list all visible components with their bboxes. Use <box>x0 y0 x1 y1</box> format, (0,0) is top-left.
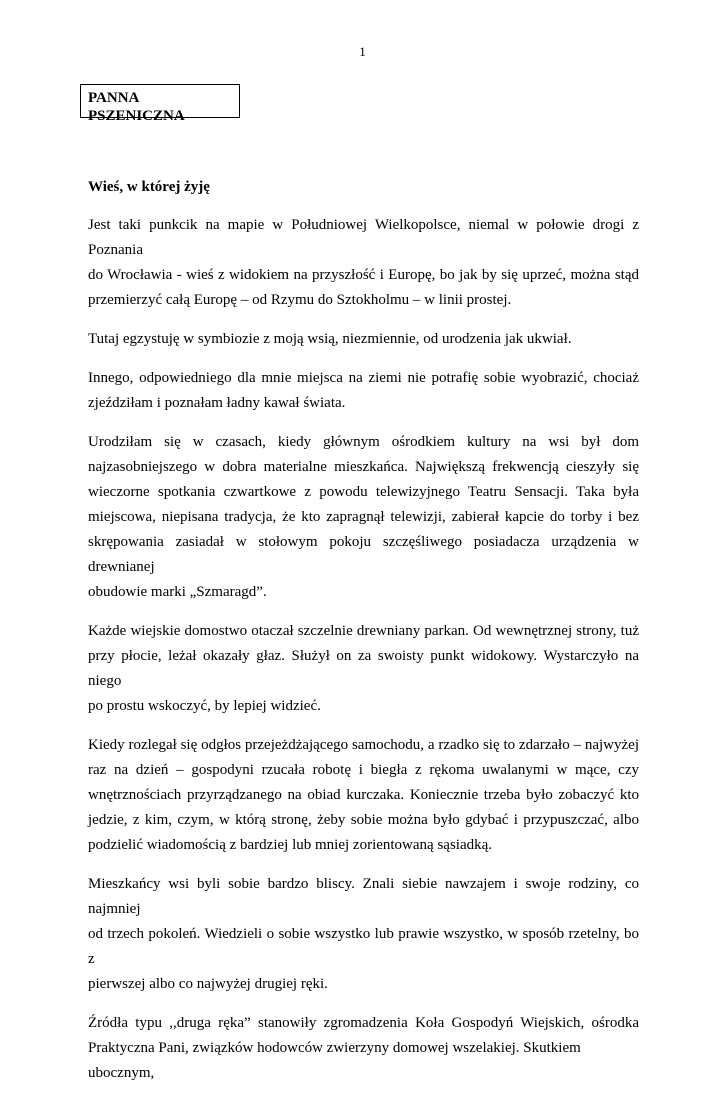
paragraph-line: Mieszkańcy wsi byli sobie bardzo bliscy. Znali siebie nawzajem i swoje rodziny, co najmniej <box>88 876 639 917</box>
paragraph-line: Kiedy rozlegał się odgłos przejeżdżającego samochodu, a rzadko się to zdarzało – najwyżej <box>88 737 639 753</box>
paragraph-line: najzasobniejszego w dobra materialne mieszkańca. Największą frekwencją cieszyły się <box>88 459 639 475</box>
paragraph-line: od trzech pokoleń. Wiedzieli o sobie wszystko lub prawie wszystko, w sposób rzetelny, bo z <box>88 926 639 967</box>
paragraph-line: podzielić wiadomością z bardziej lub mniej zorientowaną sąsiadką. <box>88 837 493 853</box>
paragraph-line: raz na dzień – gospodyni rzucała robotę i biegła z rękoma uwalanymi w mące, czy <box>88 762 639 778</box>
page-number: 1 <box>359 44 366 59</box>
paragraph-line: pierwszej albo co najwyżej drugiej ręki. <box>88 976 328 992</box>
paragraph <box>88 619 639 719</box>
document-body <box>88 213 639 1100</box>
paragraph <box>88 213 639 313</box>
paragraph-line: miejscowa, niepisana tradycja, że kto zapragnął telewizji, zabierał kapcie do torby i bez <box>88 509 639 525</box>
paragraph-line: Urodziłam się w czasach, kiedy głównym ośrodkiem kultury na wsi był dom <box>88 434 639 450</box>
paragraph-line: Jest taki punkcik na mapie w Południowej Wielkopolsce, niemal w połowie drogi z Poznania <box>88 217 639 258</box>
paragraph-line: Innego, odpowiedniego dla mnie miejsca na ziemi nie potrafię sobie wyobrazić, chociaż <box>88 370 639 386</box>
paragraph-line: Źródła typu ,,druga ręka” stanowiły zgromadzenia Koła Gospodyń Wiejskich, ośrodka <box>88 1015 639 1031</box>
document-title: PANNA PSZENICZNA <box>88 90 185 124</box>
paragraph-line: Każde wiejskie domostwo otaczał szczelnie drewniany parkan. Od wewnętrznej strony, tuż <box>88 623 639 639</box>
paragraph-line: Praktyczna Pani, związków hodowców zwierzyny domowej wszelakiej. Skutkiem ubocznym, <box>88 1040 581 1081</box>
paragraph-line: wieczorne spotkania czwartkowe z powodu telewizyjnego Teatru Sensacji. Taka była <box>88 484 639 500</box>
paragraph-line: zjeździłam i poznałam ładny kawał świata. <box>88 395 346 411</box>
paragraph-line: przemierzyć całą Europę – od Rzymu do Sztokholmu – w linii prostej. <box>88 292 512 308</box>
paragraph-line: obudowie marki „Szmaragd”. <box>88 584 267 600</box>
paragraph-line: Tutaj egzystuję w symbiozie z moją wsią, niezmiennie, od urodzenia jak ukwiał. <box>88 331 572 347</box>
paragraph <box>88 430 639 605</box>
document-title-box <box>80 84 240 124</box>
section-heading: Wieś, w której żyję <box>88 179 210 195</box>
paragraph-line: jedzie, z kim, czym, w którą stronę, żeby sobie można było gdybać i przypuszczać, albo <box>88 812 639 828</box>
paragraph <box>88 733 639 858</box>
paragraph-line: przy płocie, leżał okazały głaz. Służył on za swoisty punkt widokowy. Wystarczyło na niego <box>88 648 639 689</box>
paragraph-line: do Wrocławia - wieś z widokiem na przyszłość i Europę, bo jak by się uprzeć, można stąd <box>88 267 639 283</box>
paragraph <box>88 366 639 416</box>
paragraph-line: po prostu wskoczyć, by lepiej widzieć. <box>88 698 321 714</box>
paragraph-line: skrępowania zasiadał w stołowym pokoju szczęśliwego posiadacza urządzenia w drewnianej <box>88 534 639 575</box>
paragraph <box>88 327 639 352</box>
paragraph-line: wnętrznościach przyrządzanego na obiad kurczaka. Koniecznie trzeba było zobaczyć kto <box>88 787 639 803</box>
paragraph <box>88 872 639 997</box>
paragraph <box>88 1011 639 1086</box>
